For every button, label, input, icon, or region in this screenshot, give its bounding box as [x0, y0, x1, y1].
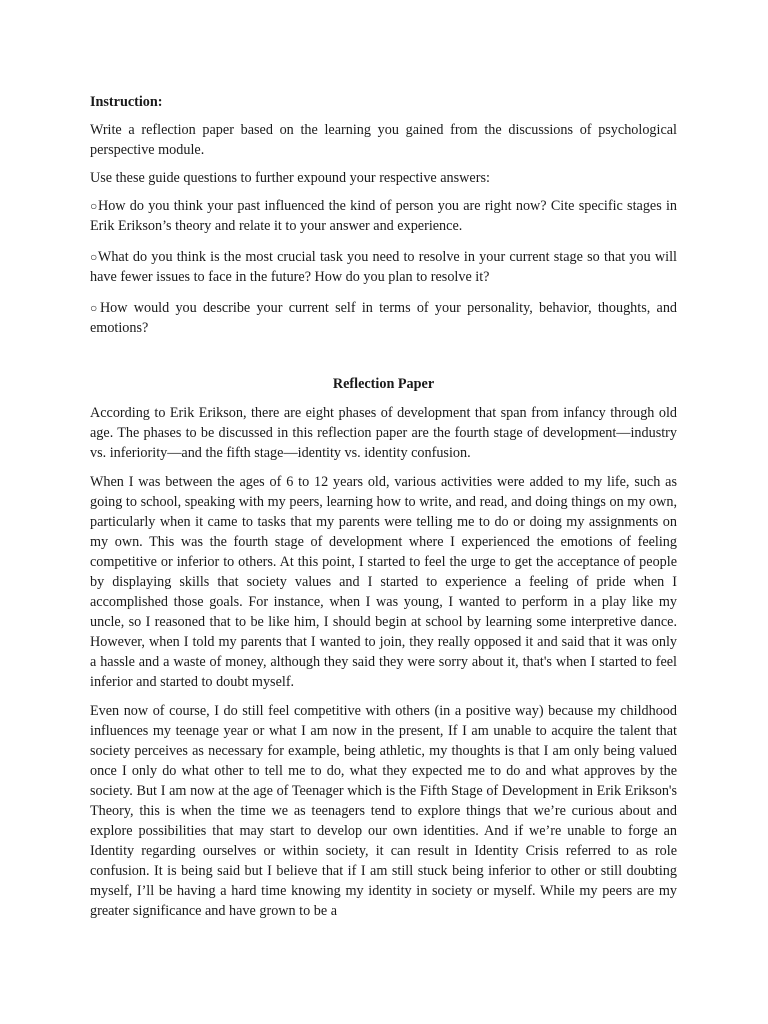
instruction-guide: Use these guide questions to further expound your respective answers: [90, 170, 490, 186]
paper-paragraph-2: When I was between the ages of 6 to 12 years old, various activities were added to my life, such as going to school, speaking with my peers, learning how to write, and read, and doing things on my own, particularly when it came to tasks that my parents were telling me to do or doing my assignments on my own. This was the fourth stage of development where I experienced the emotions of feeling competitive or inferior to others. At this point, I started to feel the urge to get the acceptance of people by displaying skills that society values and I started to experience a feeling of pride when I accomplished those goals. For instance, when I was young, I wanted to perform in a play like my uncle, so I reasoned that to be like him, I should begin at school by learning some interpretive dance. However, when I told my parents that I wanted to join, they really opposed it and said that it was only a hassle and a waste of money, although they said they were sorry about it, that's when I started to feel inferior and started to doubt myself. [90, 474, 677, 690]
paper-title: Reflection Paper [332, 376, 435, 392]
guide-question-1 [90, 196, 677, 236]
paper-paragraph-3: Even now of course, I do still feel competitive with others (in a positive way) because my childhood influences my teenage year or what I am now in the present, If I am unable to acquire the talent that society perceives as necessary for example, being athletic, my thoughts is that I am only being valued once I only do what other to tell me to do, what they expected me to do and what approves by the society. But I am now at the age of Teenager which is the Fifth Stage of Development in Erik Erikson's Theory, this is when the time we as teenagers tend to explore things that we’re curious about and explore possibilities that may start to develop our own identities. And if we’re unable to forge an Identity regarding ourselves or within society, it can result in Identity Crisis referred to as role confusion. It is being said but I believe that if I am still stuck being inferior to other or still doubting myself, I’ll be having a hard time knowing my identity in society or myself. While my peers are my greater significance and have grown to be a [90, 703, 677, 919]
guide-question-text: What do you think is the most crucial task you need to resolve in your current stage so that you will have fewer issues to face in the future? How do you plan to resolve it? [90, 249, 677, 285]
bullet-icon: ○ [90, 199, 98, 213]
guide-question-text: How would you describe your current self in terms of your personality, behavior, thoughts, and emotions? [90, 300, 678, 336]
instruction-intro: Write a reflection paper based on the learning you gained from the discussions of psychological perspective module. [90, 122, 677, 158]
instruction-heading: Instruction: [90, 94, 163, 110]
guide-question-3 [90, 298, 677, 338]
bullet-icon: ○ [90, 250, 98, 264]
guide-question-text: How do you think your past influenced the kind of person you are right now? Cite specific stages in Erik Erikson’s theory and relate it to your answer and experience. [90, 198, 678, 234]
bullet-icon: ○ [90, 301, 100, 315]
paper-paragraph-1: According to Erik Erikson, there are eight phases of development that span from infancy through old age. The phases to be discussed in this reflection paper are the fourth stage of development—industry vs. inferiority—and the fifth stage—identity vs. identity confusion. [90, 405, 677, 461]
guide-question-2 [90, 247, 677, 287]
document-page [90, 92, 677, 930]
